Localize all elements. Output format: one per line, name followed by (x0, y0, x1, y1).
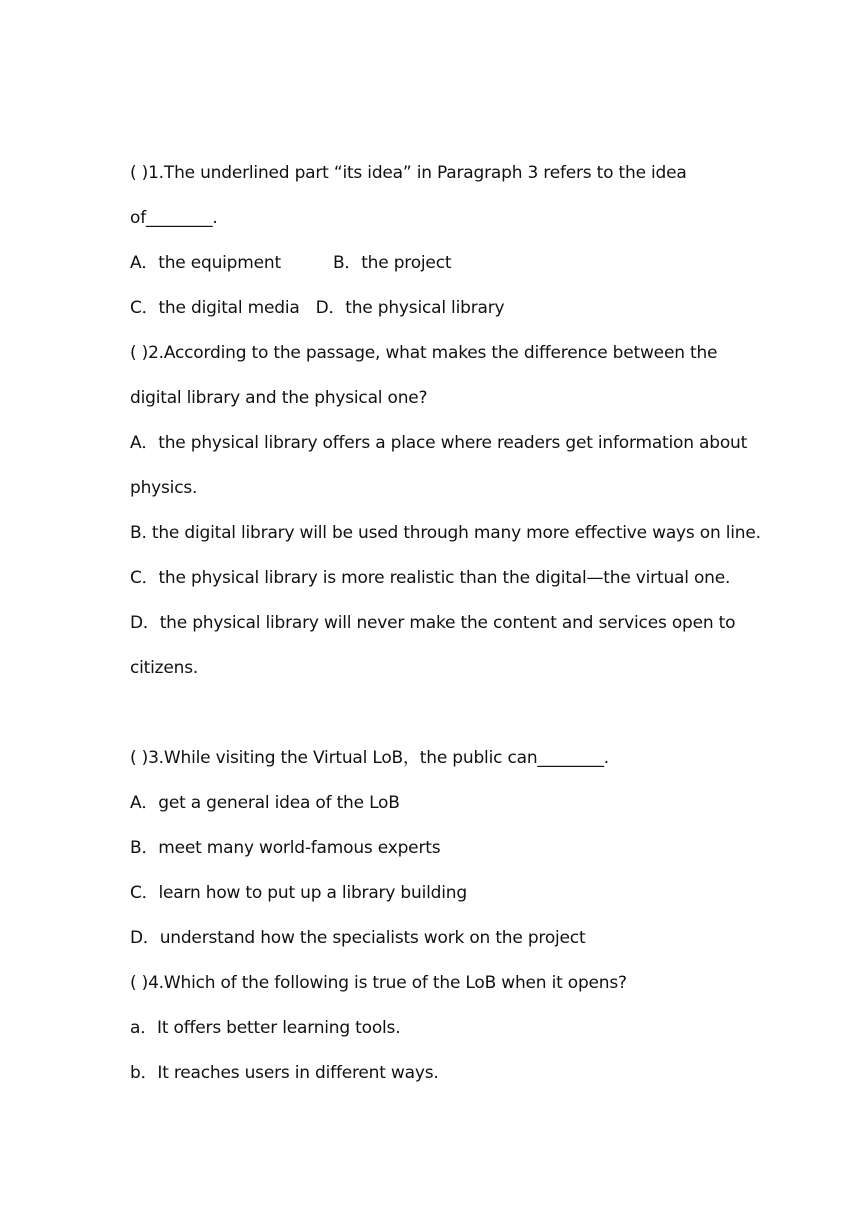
question-2-option-c: C．the physical library is more realistic than the digital—the virtual one. (130, 568, 731, 588)
question-3-option-d: D．understand how the specialists work on the project (130, 928, 586, 948)
question-1-options-ab (130, 252, 740, 274)
question-2-stem-line-1: ( )2.According to the passage, what makes the difference between the (130, 343, 718, 363)
question-3-option-c: C．learn how to put up a library building (130, 883, 467, 903)
question-1-stem-line-2: of________. (130, 208, 218, 228)
question-4-option-b: b．It reaches users in different ways. (130, 1063, 439, 1083)
question-1-option-c: C．the digital media (130, 298, 300, 318)
question-1-stem-line-1: ( )1.The underlined part “its idea” in Paragraph 3 refers to the idea (130, 163, 687, 183)
question-4-option-a: a．It offers better learning tools. (130, 1018, 401, 1038)
question-2-option-d-line-2: citizens. (130, 658, 199, 678)
question-2-option-b: B. the digital library will be used through many more effective ways on line. (130, 523, 761, 543)
question-3-option-a: A．get a general idea of the LoB (130, 793, 400, 813)
question-2-option-d-line-1: D．the physical library will never make the content and services open to (130, 613, 736, 633)
question-2-option-a-line-1: A．the physical library offers a place where readers get information about (130, 433, 748, 453)
question-2-option-a-line-2: physics. (130, 478, 198, 498)
question-1-options-cd (130, 297, 740, 319)
question-3-stem: ( )3.While visiting the Virtual LoB，the public can________. (130, 748, 609, 768)
question-2-stem-line-2: digital library and the physical one? (130, 388, 428, 408)
question-1-option-d: D．the physical library (315, 298, 505, 318)
question-1-option-a: A．the equipment (130, 253, 281, 273)
question-1-option-b: B．the project (332, 253, 452, 273)
question-4-stem: ( )4.Which of the following is true of the LoB when it opens? (130, 973, 627, 993)
question-3-option-b: B．meet many world-famous experts (130, 838, 441, 858)
